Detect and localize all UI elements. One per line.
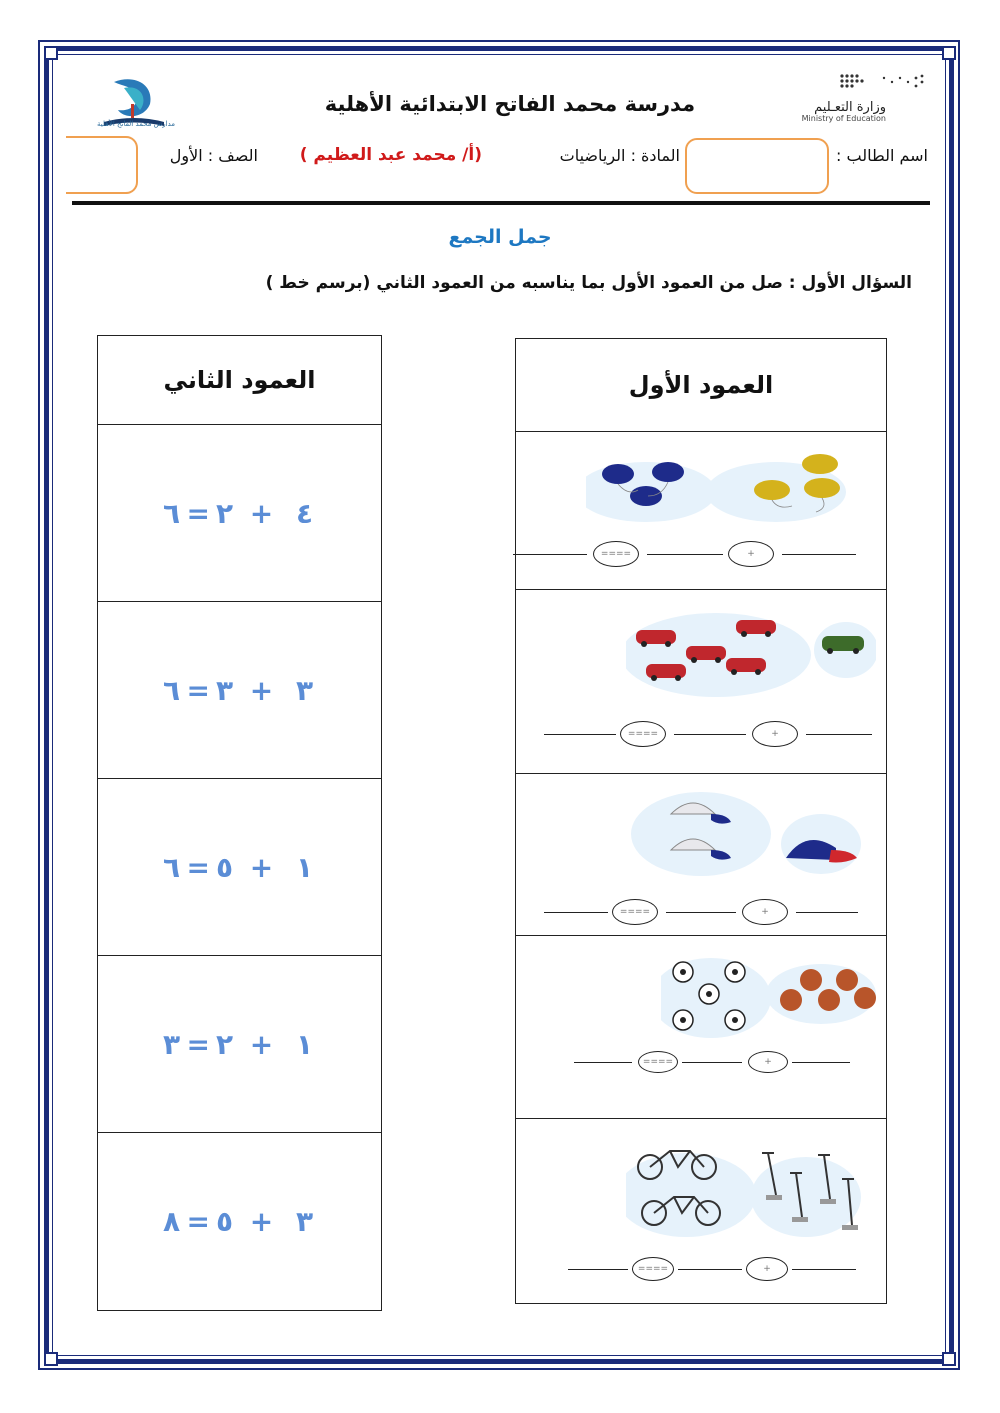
equation-operand: ٢ xyxy=(215,1027,234,1061)
answer-line xyxy=(678,1269,742,1270)
answer-circle[interactable]: + xyxy=(742,899,788,925)
column-one xyxy=(515,338,887,1304)
equation xyxy=(157,1205,323,1238)
student-name-label: اسم الطالب : xyxy=(836,146,928,165)
equals-sign: = xyxy=(186,1205,212,1238)
column-two xyxy=(97,335,382,1311)
answer-circle[interactable]: ==== xyxy=(593,541,639,567)
caps-icon xyxy=(631,790,861,878)
grade-label: الصف : الأول xyxy=(169,146,258,165)
answer-circle[interactable]: ==== xyxy=(620,721,666,747)
plus-sign: + xyxy=(249,850,276,884)
answer-circle[interactable]: + xyxy=(728,541,774,567)
answer-circle[interactable]: + xyxy=(746,1257,788,1281)
column-two-header: العمود الثاني xyxy=(163,366,316,394)
answer-line xyxy=(568,1269,628,1270)
plus-sign: + xyxy=(249,1027,276,1061)
answer-line xyxy=(574,1062,632,1063)
frame-corner xyxy=(44,1352,58,1366)
equation-result: ٦ xyxy=(162,850,181,884)
equation-operand: ١ xyxy=(295,850,314,884)
equation xyxy=(157,1028,323,1061)
answer-line xyxy=(796,912,858,913)
subject-label: المادة : الرياضيات xyxy=(559,146,680,165)
equation-result: ٨ xyxy=(162,1205,181,1238)
answer-line xyxy=(782,554,856,555)
header-divider xyxy=(72,201,930,205)
equals-sign: = xyxy=(186,1027,212,1061)
balloons-icon xyxy=(586,452,846,522)
answer-line xyxy=(674,734,746,735)
equation-operand: ٣ xyxy=(295,673,314,707)
ministry-logo-icon xyxy=(836,72,928,92)
frame-corner xyxy=(44,46,58,60)
equation-operand: ٤ xyxy=(295,496,314,530)
school-title: مدرسة محمد الفاتح الابتدائية الأهلية xyxy=(324,92,696,116)
bikes-icon xyxy=(626,1145,866,1237)
equation-row[interactable] xyxy=(98,778,381,955)
answer-circle[interactable]: + xyxy=(748,1051,788,1073)
logo-caption: مدارس محمد الفاتح الأهلية xyxy=(97,120,175,128)
grade-field[interactable] xyxy=(66,136,138,194)
question-text: السؤال الأول : صل من العمود الأول بما يناسبه من العمود الثاني (برسم خط ) xyxy=(265,273,912,293)
equation-operand: ٢ xyxy=(215,496,234,530)
answer-line xyxy=(792,1269,856,1270)
equation-result: ٣ xyxy=(162,1027,181,1061)
balls-icon xyxy=(661,958,881,1038)
equation-operand: ١ xyxy=(295,1027,314,1061)
plus-sign: + xyxy=(249,496,276,530)
picture-row xyxy=(516,1118,886,1305)
equation xyxy=(157,497,323,530)
equation-operand: ٣ xyxy=(295,1205,314,1238)
answer-line xyxy=(544,734,616,735)
equation xyxy=(157,851,323,884)
equals-sign: = xyxy=(186,673,212,707)
answer-circle[interactable]: + xyxy=(752,721,798,747)
equation-operand: ٥ xyxy=(215,850,234,884)
equation-row[interactable] xyxy=(98,955,381,1132)
frame-corner xyxy=(942,1352,956,1366)
student-name-field[interactable] xyxy=(685,138,829,194)
equation-row[interactable] xyxy=(98,601,381,778)
answer-circle[interactable]: ==== xyxy=(632,1257,674,1281)
lesson-title: جمل الجمع xyxy=(448,226,552,248)
equation xyxy=(157,674,323,707)
frame-corner xyxy=(942,46,956,60)
cars-icon xyxy=(626,610,876,700)
answer-line xyxy=(544,912,608,913)
answer-line xyxy=(792,1062,850,1063)
picture-row xyxy=(516,431,886,589)
plus-sign: + xyxy=(249,1205,276,1238)
picture-row xyxy=(516,935,886,1118)
ministry-name-ar: وزارة التعـليم xyxy=(814,100,886,115)
equation-result: ٦ xyxy=(162,496,181,530)
answer-circle[interactable]: ==== xyxy=(612,899,658,925)
answer-line xyxy=(666,912,736,913)
teacher-name: (أ/ محمد عبد العظيم ) xyxy=(299,145,482,165)
answer-line xyxy=(682,1062,742,1063)
plus-sign: + xyxy=(249,673,276,707)
equals-sign: = xyxy=(186,496,212,530)
answer-line xyxy=(806,734,872,735)
picture-row xyxy=(516,589,886,773)
answer-line xyxy=(513,554,587,555)
column-one-header: العمود الأول xyxy=(628,371,774,399)
equation-operand: ٥ xyxy=(215,1205,234,1238)
equation-row[interactable] xyxy=(98,1132,381,1310)
ministry-name-en: Ministry of Education xyxy=(801,114,886,123)
answer-circle[interactable]: ==== xyxy=(638,1051,678,1073)
answer-line xyxy=(647,554,723,555)
equation-operand: ٣ xyxy=(215,673,234,707)
equation-result: ٦ xyxy=(162,673,181,707)
picture-row xyxy=(516,773,886,935)
equation-row[interactable] xyxy=(98,424,381,601)
equals-sign: = xyxy=(186,850,212,884)
